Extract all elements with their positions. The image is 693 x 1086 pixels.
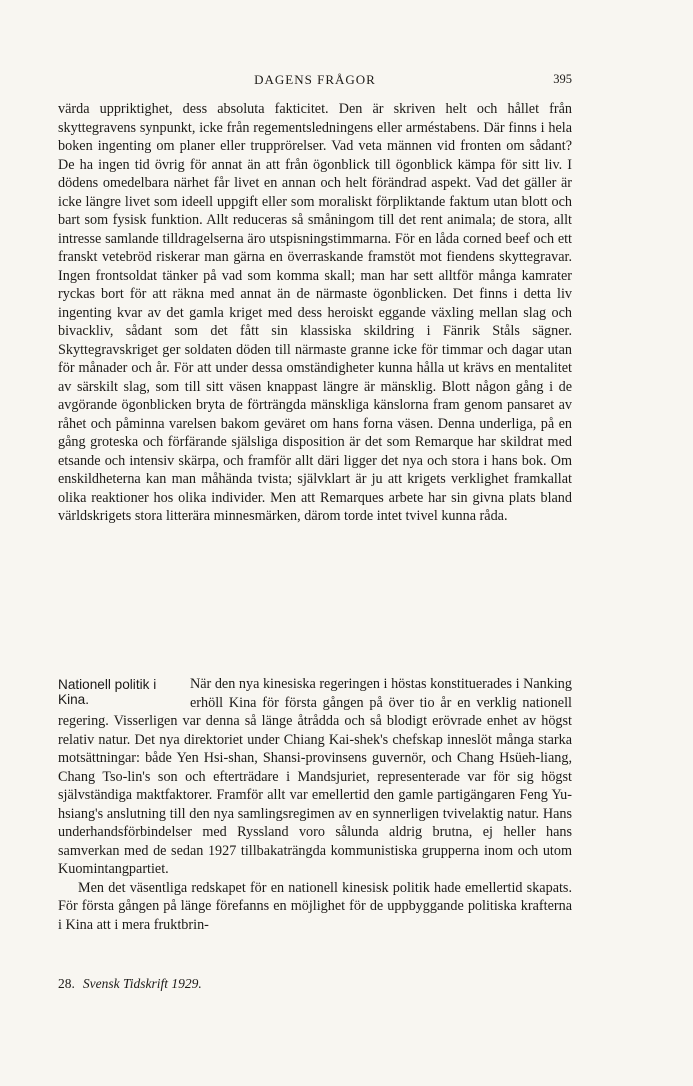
section-paragraph: När den nya kinesiska regeringen i höstas konstituerades i Nanking erhöll Kina för första gången på över tio år en verklig nationell regering. Visserligen var denna så länge åtrådda och så blodigt erövrade enhet av högst relativ natur. Det nya direktoriet under Chiang Kai-shek's chefskap inneslöt många starka motsättningar: både Yen Hsi-shan, Shansi-provinsens guvernör, och Chang Hsüeh-liang, Chang Tso-lin's son och efterträdare i Mandsjuriet, representerade var för sig högst självständiga maktfaktorer. Framför allt var emellertid den gamle partigängaren Feng Yu-hsiang's anslutning till den nya samlingsregimen av en synnerligen tvivelaktig natur. Hans underhandsförbindelser med Ryssland voro sålunda aldrig brutna, ej heller hans samverkan med de sedan 1927 tillbakaträngda kommunistiska grupperna inom och utom Kuomintangpartiet. [58,676,572,877]
journal-name: Svensk Tidskrift 1929. [82,976,202,991]
signature-mark: 28. [58,976,75,991]
page-footer [58,976,202,992]
running-title: DAGENS FRÅGOR [254,72,376,87]
body-paragraph: värda uppriktighet, dess absoluta fakticitet. Den är skriven helt och hållet från skyttegravens synpunkt, icke från regementsledningens eller arméstabens. Där finns i hela boken ingenting om planer eller trupprörelser. Vad veta männen vid fronten om sådant? De ha ingen tid övrig för annat än att från ögonblick till ögonblick kämpa för sitt liv. I dödens omedelbara närhet får livet en annan och helt förändrad aspekt. Vad det gäller är icke längre livet som ideell uppgift eller som moraliskt förpliktande faktum utan blott och bart som fysisk funktion. Allt reduceras så småningom till det rent animala; de stora, allt intresse samlande tilldragelserna äro utspisningstimmarna. För en låda corned beef och ett franskt vetebröd riskerar man gärna en överraskande framstöt mot fiendens skyttegravar. Ingen frontsoldat tänker på vad som komma skall; man har sett alltför många kamrater ryckas bort för att räkna med annat än de närmaste ögonblicken. Det finns i detta liv ingenting kvar av det gamla kriget med dess heroiskt eggande växling mellan slag och bivackliv, sådant som det fått sin klassiska skildring i Fänrik Ståls sägner. Skyttegravskriget ger soldaten döden till närmaste granne icke för timmar och dagar utan för månader och år. För att under dessa omständigheter kunna hålla ut krävs en mentalitet av särskilt slag, som till sitt väsen knappast längre är mänsklig. Blott någon gång i de avgörande ögonblicken bryta de förträngda mänskliga känslorna fram genom pansaret av råhet och påminna varelsen bakom geväret om hans forna väsen. Denna underliga, på en gång groteska och förfärande själsliga disposition är det som Remarque har skildrat med etsande och intensiv skärpa, och framför allt däri ligger det nya och stora i hans bok. Om enskildheterna kan man måhända tvista; självklart är ju att krigets verklighet framkallat olika reaktioner hos olika individer. Men att Remarques arbete har sin givna plats bland världskrigets stora litterära minnesmärken, därom torde intet tvivel kunna råda. [58,101,572,524]
article-continuation [58,100,572,526]
section-paragraph: Men det väsentliga redskapet för en nationell kinesisk politik hade emellertid skapats. För första gången på länge förefanns en möjlighet för de uppbyggande politiska krafterna i Kina att i mera fruktbrin- [58,879,572,933]
section-nationell-politik [58,675,572,934]
page-number: 395 [553,72,572,86]
section-heading: Nationell politik i Kina. [58,677,157,707]
running-head [58,72,572,92]
